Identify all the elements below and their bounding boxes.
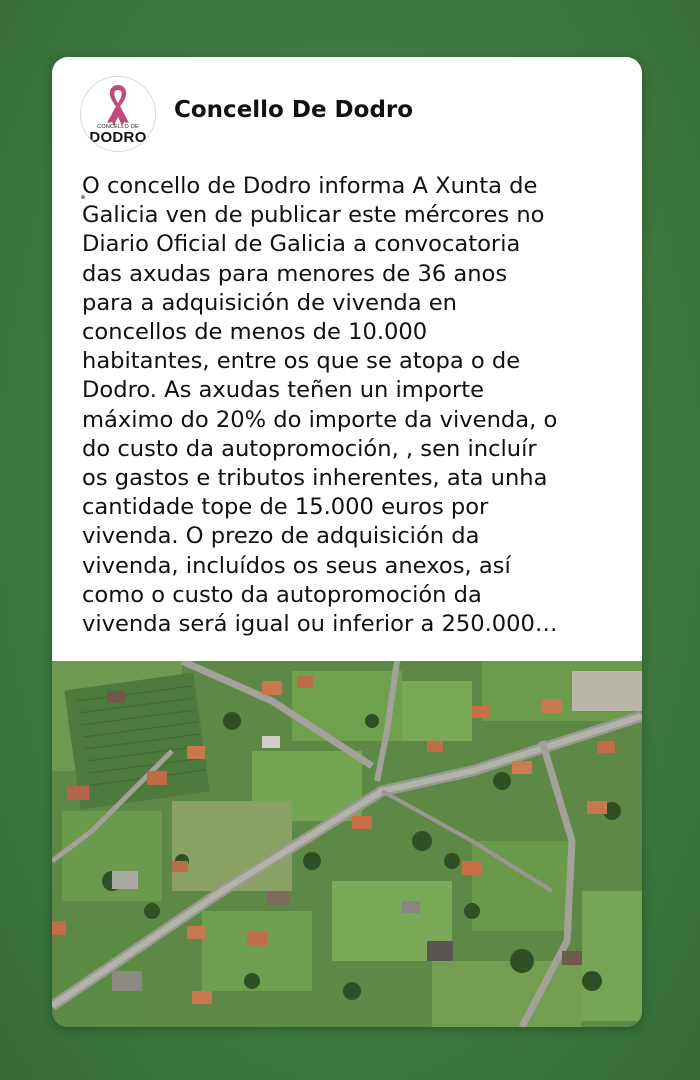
aerial-map-photo [52,661,642,1027]
page-name[interactable]: Concello De Dodro [174,97,414,123]
logo-text-big: DODRO [89,129,147,146]
post-text: O concello de Dodro informa A Xunta de Galicia ven de publicar este mércores no Diario Oficial de Galicia a convocatoria das axudas para menores de 36 anos para a adquisición de vivenda en concellos de menos de 10.000 habitantes, entre os que se atopa o de Dodro. As axudas teñen un importe máximo do 20% do importe da vivenda, o do custo da autopromoción, , sen incluír os gastos e tributos inherentes, ata unha cantidade tope de 15.000 euros por vivenda. O prezo de adquisición da vivenda, incluídos os seus anexos, así como o custo da autopromoción da vivenda será igual ou inferior a 250.000… [82,173,558,638]
post-image[interactable] [52,661,642,1027]
post-header [52,57,642,172]
logo-text-small: CONCELLO DE [97,124,139,130]
post-card [52,57,642,1027]
page-avatar[interactable] [80,76,156,152]
